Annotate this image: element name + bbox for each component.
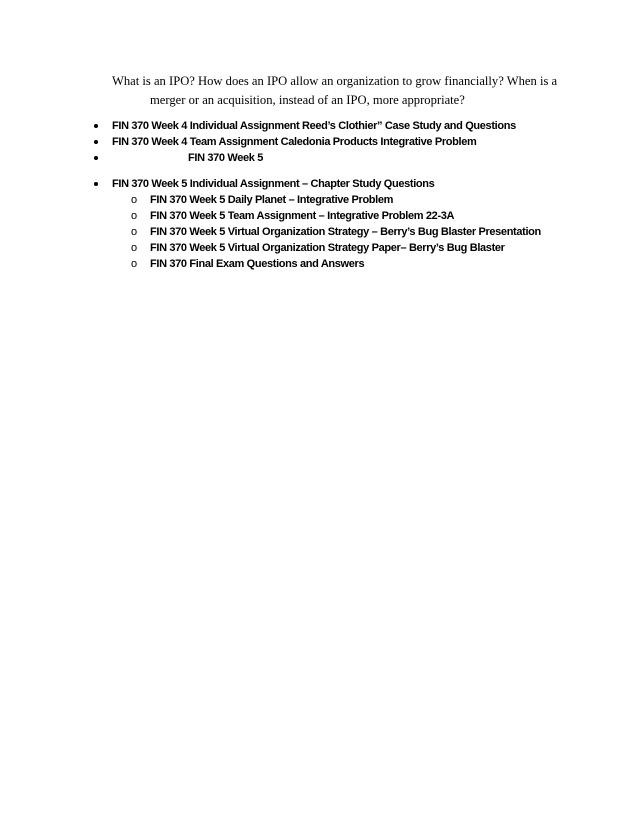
list-item-label[interactable]: FIN 370 Week 5 Individual Assignment – Chapter Study Questions	[112, 178, 435, 190]
sub-list-item-label[interactable]: FIN 370 Week 5 Virtual Organization Strategy – Berry’s Bug Blaster Presentation	[150, 226, 541, 238]
bullet-icon	[94, 140, 98, 144]
circle-bullet-icon: o	[131, 194, 137, 206]
list-item-label[interactable]: FIN 370 Week 4 Team Assignment Caledonia Products Integrative Problem	[112, 136, 477, 148]
list-item-label[interactable]: FIN 370 Week 4 Individual Assignment Reed’s Clothier” Case Study and Questions	[112, 120, 516, 132]
sub-list-item-label[interactable]: FIN 370 Week 5 Virtual Organization Strategy Paper– Berry’s Bug Blaster	[150, 242, 505, 254]
sub-list-item-label[interactable]: FIN 370 Week 5 Daily Planet – Integrative Problem	[150, 194, 394, 206]
bullet-icon	[94, 124, 98, 128]
circle-bullet-icon: o	[131, 242, 137, 254]
question-line-1: What is an IPO? How does an IPO allow an organization to grow financially? When is a	[112, 74, 558, 88]
question-line-2: merger or an acquisition, instead of an IPO, more appropriate?	[150, 93, 465, 107]
sub-list-item-label[interactable]: FIN 370 Week 5 Team Assignment – Integrative Problem 22-3A	[150, 210, 455, 222]
list-item-label[interactable]: FIN 370 Week 5	[188, 152, 263, 164]
circle-bullet-icon: o	[131, 258, 137, 270]
circle-bullet-icon: o	[131, 226, 137, 238]
bullet-icon	[94, 182, 98, 186]
question-paragraph	[112, 72, 557, 110]
sub-list-item-label[interactable]: FIN 370 Final Exam Questions and Answers	[150, 258, 365, 270]
circle-bullet-icon: o	[131, 210, 137, 222]
bullet-icon	[94, 156, 98, 160]
